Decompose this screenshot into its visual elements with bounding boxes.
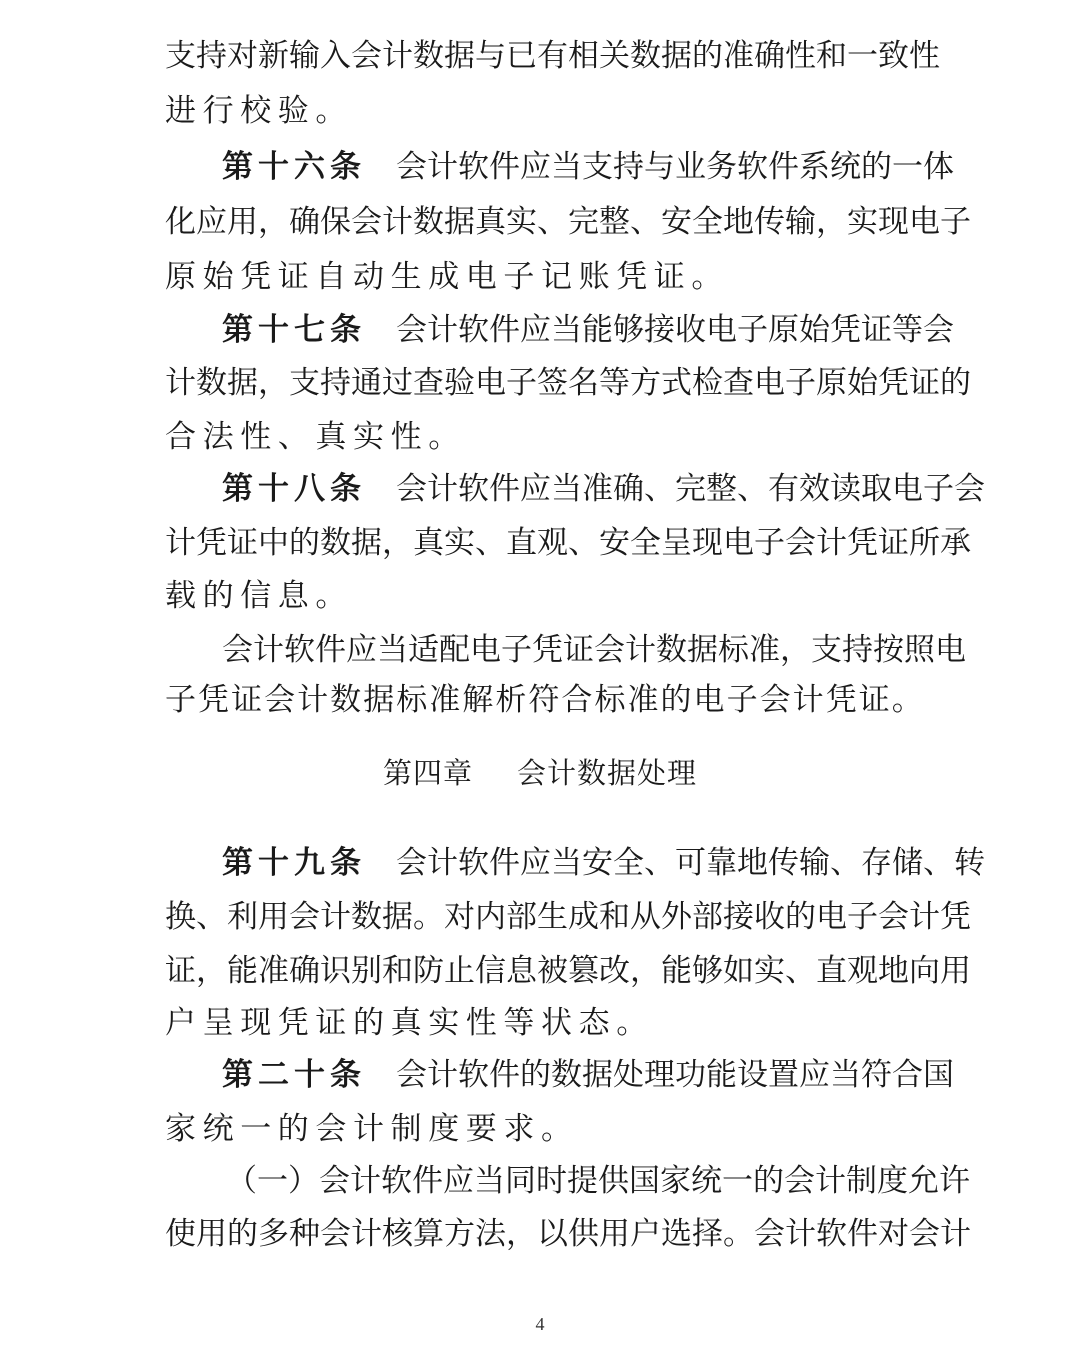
- chapter-title: 会计数据处理: [517, 756, 698, 790]
- text-line: 进行校验。: [165, 93, 353, 129]
- article-19-heading: 第十九条: [222, 845, 366, 881]
- article-19-line: [222, 843, 985, 883]
- text-line: （一）会计软件应当同时提供国家统一的会计制度允许: [226, 1163, 970, 1199]
- text-line: 计凭证中的数据，真实、直观、安全呈现电子会计凭证所承: [165, 525, 971, 561]
- article-16-line: [222, 147, 954, 187]
- text-line: 合法性、真实性。: [165, 419, 466, 455]
- text-line: 计数据，支持通过查验电子签名等方式检查电子原始凭证的: [165, 365, 971, 401]
- article-16-text: 会计软件应当支持与业务软件系统的一体: [396, 149, 954, 185]
- article-20-line: [222, 1055, 954, 1095]
- text-line: 使用的多种会计核算方法，以供用户选择。会计软件对会计: [165, 1216, 971, 1252]
- article-16-heading: 第十六条: [222, 149, 366, 185]
- text-line: 证，能准确识别和防止信息被篡改，能够如实、直观地向用: [165, 953, 971, 989]
- article-19-text: 会计软件应当安全、可靠地传输、存储、转: [396, 845, 985, 881]
- article-18-text: 会计软件应当准确、完整、有效读取电子会: [396, 471, 985, 507]
- text-line: 原始凭证自动生成电子记账凭证。: [165, 259, 729, 295]
- chapter-heading: [0, 753, 1080, 793]
- text-line: 家统一的会计制度要求。: [165, 1111, 579, 1147]
- article-20-text: 会计软件的数据处理功能设置应当符合国: [396, 1057, 954, 1093]
- text-line: 子凭证会计数据标准解析符合标准的电子会计凭证。: [165, 682, 925, 718]
- article-17-heading: 第十七条: [222, 312, 366, 348]
- text-line: 户呈现凭证的真实性等状态。: [165, 1005, 654, 1041]
- chapter-number: 第四章: [382, 756, 473, 790]
- article-20-heading: 第二十条: [222, 1057, 366, 1093]
- text-line: 支持对新输入会计数据与已有相关数据的准确性和一致性: [165, 38, 940, 74]
- article-18-line: [222, 469, 985, 509]
- text-line: 换、利用会计数据。对内部生成和从外部接收的电子会计凭: [165, 899, 971, 935]
- article-17-line: [222, 310, 954, 350]
- article-18-heading: 第十八条: [222, 471, 366, 507]
- page-number: 4: [535, 1314, 545, 1334]
- text-line: 会计软件应当适配电子凭证会计数据标准，支持按照电: [222, 632, 966, 668]
- article-17-text: 会计软件应当能够接收电子原始凭证等会: [396, 312, 954, 348]
- text-line: 载的信息。: [165, 578, 353, 614]
- text-line: 化应用，确保会计数据真实、完整、安全地传输，实现电子: [165, 204, 971, 240]
